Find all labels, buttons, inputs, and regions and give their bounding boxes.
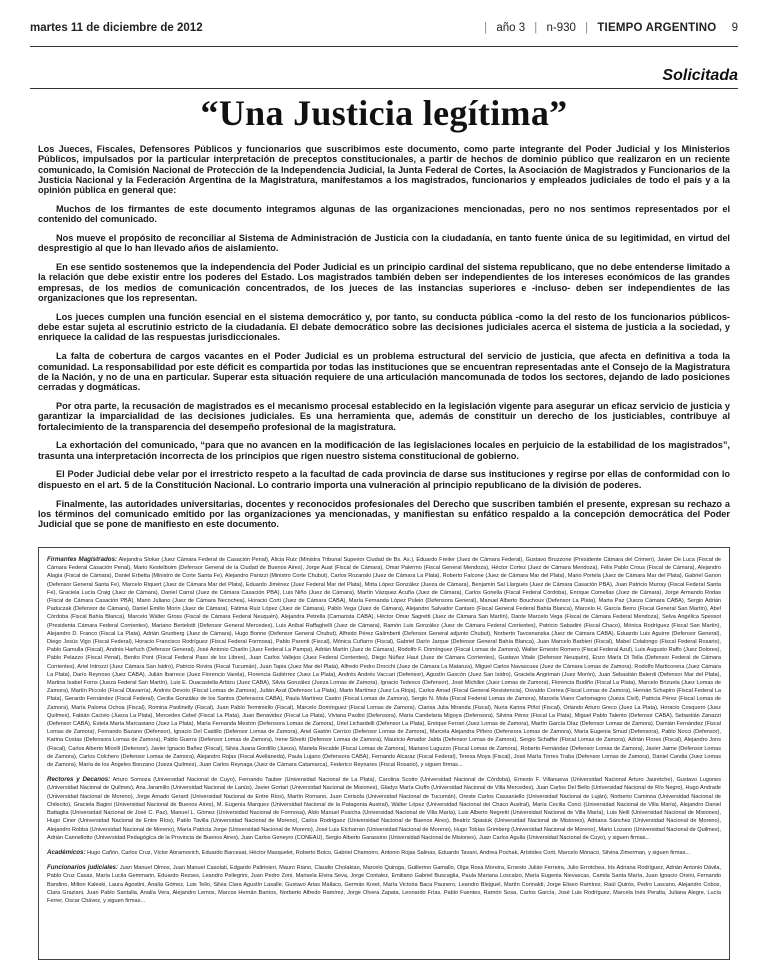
- paragraph: Nos mueve el propósito de reconciliar al Sistema de Administración de Justicia con la ciudadanía, en tanto fuente única de su legitimidad, en virtud del desprestigio al que lo han llevado años de aislamiento.: [38, 233, 730, 254]
- publication-name: TIEMPO ARGENTINO: [597, 22, 717, 34]
- paragraph: Los jueces cumplen una función esencial en el sistema democrático y, por tanto, su conducta pública -como la del resto de los funcionarios públicos- debe estar sujeta al escrutinio estricto de la ciudadanía. El debate democrático sobre las decisiones judiciales acerca el sistema de justicia a la sociedad, y enriquece la calidad de las respuestas jurisdiccionales.: [38, 311, 730, 343]
- signatory-group-title: Firmantes Magistrados:: [47, 556, 118, 563]
- separator: |: [585, 22, 589, 34]
- signatory-group: [47, 849, 721, 857]
- paragraph: La exhortación del comunicado, “para que no avancen en la modificación de las legislaciones locales en perjuicio de la estabilidad de los magistrados”, trasunta una interpretación incorrecta de los principios que rigen nuestro sistema constitucional de gobierno.: [38, 440, 730, 461]
- paragraph: La falta de cobertura de cargos vacantes en el Poder Judicial es un problema estructural del servicio de justicia, que afecta en definitiva a toda la comunidad. La responsabilidad por este déficit es compartida por todas las instituciones que se encuentran representadas ante el Consejo de la Magistratura de la Nación, y no de una en particular. Superar esta situación requiere de una articulación mancomunada de todos los sectores, dejando de lado posiciones cerradas y dogmáticas.: [38, 351, 730, 393]
- signatory-list: Alejandra Slokar (Juez Cámara Federal de Casación Penal), Alicia Ruiz (Ministra Tribunal Superior Ciudad de Bs. As.), Eduardo Freiler (Juez de Cámara Federal), Gustavo Bruzzone (Presidente Cámara del Crimen), Javier De Luca (Fiscal de Cámara Federal Casación Penal), Mario Kestelboim (Defensor General de la Ciudad de Buenos Aires), Jorge Auat (Fiscal de Cámara), Omar Palermo (Fiscal General Mendoza), Héctor Cortez (Juez de Cámara Mendoza), Félix Pablo Crous (Fiscal de Cámara), Alejandro Alagia (Fiscal de Cámara), Daniel Erbetta (Ministro de Corte Santa Fe), Alejandro Panizzi (Ministro Corte Chubut), Carlos Rozanski (Juez de Cámara La Plata), Roberto Falcone (Juez de Cámara Mar del Plata), Mario Portela (Juez de Cámara Mar del Plata), Gabriel Ganon (Defensor General Santa Fe), Marcelo Riquert (Juez de Cámara Mar del Plata), Eduardo Jiménez (Juez Federal Mar del Plata), Mirta López González (Jueza de Cámara), Benjamín Sal Llargués (Juez de Cámara Casación PBA), Juan Patricio Murray (Fiscal Federal Santa Fe), Graciela Lucía Craig (Juez de Cámara), Daniel Carral (Juez de Cámara Casación PBA), Luis Niño (Juez de Cámara), Martín Vázquez Acuña (Juez de Cámara), Carlos Gonella (Fiscal Federal Córdoba), Enrique Comellas (Juez de Cámara), Jorge Armando Rodas (Fiscal de Cámara Casación PBA), Mario Juliano (Juez de Cámara Necochea), Horacio Corti (Juez de Cámara CABA), María Fernanda López Puleio (Defensora General), Manuel Alberto Bouchoux (Defensor La Plata), Marta Paz (Jueza Cámara CABA), Sergio Adrián Paduczak (Defensor de Cámara), Daniel Emilio Morin (Juez de Cámara), Fátima Ruiz López (Juez de Cámara), Pablo Vega (Juez de Cámara), Alejandro Salvador Cantaro (Fiscal General Federal Bahía Blanca), Marcelo H. García Berro (Fiscal General San Martín), Abel Córdoba (Fiscal Bahía Blanca), Marcelo Walter Gross (Fiscal de Cámara Federal Neuquén), Alejandra Petrella (Camarista CABA), Héctor Omar Sagretti (Juez de Cámara San Martín), Dante Marcelo Vega (Fiscal de Cámara Federal Mendoza), Selva Angélica Spessot (Presidenta Cámara Federal Corrientes), Mariano Bertelotti (Defensor General Mercedes), Luis Aníbal Raffaghelli (Juez de Cámara), Ramón Luis González (Juez de Cámara Federal Corrientes), Patricio Sabadini (Fiscal Chaco), Mónica Rodríguez (Fiscal San Martín), Alejandro D. Franco (Fiscal La Plata), Adrián Grunberg (Juez de Cámara), Hugo Bonne (Defensor General Chubut), Alfredo Pérez Galimberti (Defensor General adjunto Chubut), Norberto Tavosnanska (Juez de Cámara CABA), Eduardo Luis Aguirre (Defensor General), Diego Jesús Vigo (Fiscal Federal), Horacio Francisco Rodríguez (Fiscal Federal Formosa), Pablo Parenti (Fiscal), Mónica Cuñarro (Fiscal), Gabriel Darío Jarque (Defensor General Bahía Blanca), Juan Marcelo Barbieri (Fiscal), Mabel Colalongo (Fiscal Federal Rosario), Pablo Gamulla (Fiscal), Andrés Harfuch (Defensor General), José Antonio Charlin (Juez Federal La Pampa), Adrián Martín (Juez de Cámara), Rodolfo F. Domínguez (Fiscal Lomas de Zamora), Walter Ernesto Romero (Fiscal Federal Azul), Luis Augusto Raffo (Juez Dolores), Pablo Pelazzo (Fiscal Penal), Benito Pont (Fiscal Federal Paso de los Libres), Juan Carlos Vallejos (Juez Federal Corrientes), Diego Núñez Haut (Juez de Cámara Corrientes), Gustavo Vitale (Defensor Neuquén), Enzo María Di Tella (Defensor Federal de Cámara Corrientes), Ariel Introzzi (Juez Cámara San Isidro), Patricio Rovira (Fiscal Tucumán), Juan Tapia (Juez Mar del Plata), Alfredo Pedro Drocchi (Juez de Cámara La Matanza), Miguel Carlos Navascues (Juez de Cámara Lomas de Zamora), Rodolfo Marticorena (Juez Cámara La Plata), Darío Reynoso (Juez CABA), Julián Ibarrece (Juez Florencio Varela), Florencia Gutiérrez (Juez La Plata), Andrés Andrés Vaccari (Defensor), Agustín Gascón (Juez San Isidro), Graciela Angriman (Juez Morón), Juan Sebastián Balerdi (Defensor Mar del Plata), Martina Isabel Forns (Jueza Federal San Martín), Luis E. Duacastella Arbizu (Juez CABA), Silvia González (Jueza Lomas de Zamora), Ignacio Tedesco (Defensor), José Michilini (Juez Lomas de Zamora), Florencia Budiño (Fiscal La Plata), Marcelo Brizuela (Juez Lomas de Zamora), Martín Piccolo (Fiscal Olavarría), Andrés Devoto (Fiscal Lomas de Zamora), Julián Axat (Defensor La Plata), Mario Martínez (Juez La Rioja), Carlos Amad (Fiscal General Resistencia), Osvaldo Correa (Fiscal Lomas de Zamora), Hernán Schapiro (Fiscal Federal La Plata), Gerardo Fernández (Fiscal Federal), Cecilia González de los Santos (Defensora CABA), Paula Martínez Castro (Fiscal Lomas de Zamora), Sergio N. Mola (Fiscal Federal Lomas de Zamora), Marcela Viano Carlomagno (Jueza Civil), Patricia Pérez (Fiscal Lomas de Zamora), María Paloma Ochoa (Fiscal), Romina Paolinelly (Fiscal), Juan Pablo Terminiello (Fiscal), Marcelo Domínguez (Fiscal Lomas de Zamora), Clarisa Julia Miranda (Fiscal), Nuria Karina Piñol (Fiscal), Orlando Arturo Greco (Juez La Plata), Horacio Cosquero (Juez Quilmes), Fabián Cacivio (Jueza La Plata), Mercedes Cebel (Fiscal La Plata), Juan Benavidez (Fiscal La Plata), Viviana Paolini (Defensora), María Candelaria Migoya (Defensora), Silvina Pérez (Fiscal La Plata), Miguel Pablo Talento (Defensor CABA), Sebastián Zanazzi (Defensor CABA), Estela María Marcasiano (Juez La Plata), María Fernanda Mestrin (Defensora Lomas de Zamora), Uriel Lichardelli (Defensor La Plata), Enrique Ferrari (Juez Lomas de Zamora), Martín García Díaz (Defensor Lomas de Zamora), Damián Fernández (Fiscal Lomas de Zamora), Fernando Bazano (Defensor), Ignacio Del Castillo (Defensor Lomas de Zamora), Ariel Gastón Cerrizo (Defensor Lomas de Zamora), Marcela Alejandra Piñero (Defensora Lomas de Zamora), María Eugenia Smud (Defensora), Pablo Nocci (Defensor), Karina Costas (Defensora Lomas de Zamora), Pablo Guerra (Defensor Lomas de Zamora), Irene Silvetti (Defensor Lomas de Zamora), Mauricio Amador Jalda (Defensor Lomas de Zamora), Sergio Schaffer (Fiscal Lomas de Zamora), Adrián Flores (Fiscal), Alejandro Jons (Fiscal), Carlos Alberto Micelli (Defensor), Javier Ignacio Bañez (Fiscal), Silvia Juana Gordillo (Jueza), Mariela Recalde (Fiscal Lomas de Zamora), Mariano Luguzzo (Fiscal Lomas de Zamora), Roberto Fernández (Defensor Lomas de Zamora), Javier Jaime (Defensor Lomas de Zamora), Carlos Colchero (Defensor Lomas de Zamora), Alejandro Rojas (Fiscal Avellaneda), Paula Lujano (Defensora CABA), Fernando Alcaraz (Fiscal Federal), Teresa Moya (Fiscal), José María Torres Traba (Defensor Lomas de Zamora), Daniel Candia (Juez Lomas de Zamora), María de los Ángeles Bonzano (Jueza Quilmes), Juan Carlos Reynaga (Juez de Cámara Catamarca), Federico Reynares (Fiscal Rosario), y siguen firmas...: [47, 557, 722, 769]
- issue-date: [30, 22, 203, 34]
- signatory-group: [47, 556, 721, 769]
- headline: “Una Justicia legítima”: [200, 93, 568, 133]
- signatory-group-title: Académicos:: [47, 848, 86, 856]
- section-rule: [30, 88, 738, 89]
- signatory-list: Juan Manuel Olmos, Juan Manuel Casolati, Edgardo Paltrinieri, Mauro Riano, Claudio Cholakian, Marcelo Quiroga, Guillermo Gamallo, Olga Rosa Moreira, Ernesto Julián Ferreira, Julio Errotchea, Iris Adriana Rodríguez, Adrián Antonio Dávila, Pablo Cruz Casas, María Lucila Gemmarin, Eduardo Rezses, Leandro Pellegrini, Juan Pedro Zoni, Marisela Elvira Seva, Jorge Contalez, Emiliano Gabriel Buscaglia, Paula Mariana Loscalzo, María Eugenia Nievascas, Camila Santa María, Juan Ignacio Orsini, Fernando Bandino, Milton Kaleski, Laura Agostini, Analía Gómez, Luis Tello, Silvia Clara Agustín Lasalle, Gustavo Arias Mallaco, Germán Kreet, María Victoria Baca Paunero, Leandro Bleiguel, Martín Corinaldi, Jorge Eliseo Ramírez, Raúl Quirós, Pedro Lascano, Alejandro Cobos, Clara Graziani, Juan Pablo Santalla, Analía Vera, Alejandro Lemos, Marcos Hernán Barrios, Norberto Alfredo Ramírez, Jorge Olvera Zapata, Leonardo Frías, Pablo Fuentes, Ramón Sosa, Carlos García, José Luis Rodríguez, Marcela Inés Peralta, Juliana Alegre, Lucía Ferrer, Oscar Chávez, y siguen firmas...: [47, 865, 721, 904]
- paragraph: Por otra parte, la recusación de magistrados es el mecanismo procesal establecido en la legislación vigente para asegurar un eficaz servicio de justicia y garantizar la imparcialidad de las decisiones judiciales. Es una herramienta que, además de constituir un derecho de los justiciables, contribuye al fortalecimiento de la transparencia del desempeño profesional de la magistratura.: [38, 400, 730, 432]
- paragraph: El Poder Judicial debe velar por el irrestricto respeto a la facultad de cada provincia de darse sus instituciones y regirse por ellas de conformidad con lo dispuesto en el art. 5 de la Constitución Nacional. Lo contrario importa una vulneración al principio republicano de la división de poderes.: [38, 469, 730, 490]
- issue-info: [478, 22, 738, 34]
- paragraph: Los Jueces, Fiscales, Defensores Públicos y funcionarios que suscribimos este documento, como parte integrante del Poder Judicial y los Ministerios Públicos, impulsados por la particular interpretación de preceptos constitucionales, a partir de hechos de dominio público que realizaron en un reciente comunicado, la Comisión Nacional de Protección de la Independencia Judicial, la Junta Federal de Cortes, la Asociación de Magistrados y Funcionarios de la Justicia Nacional y la Federación Argentina de la Magistratura, manifestamos a los magistrados, funcionarios y empleados judiciales de todo el país y a la opinión pública en general que:: [38, 144, 730, 196]
- signatory-group-title: Rectores y Decanos:: [47, 776, 111, 784]
- section-label: Solicitada: [662, 67, 738, 84]
- year-label: año 3: [496, 22, 526, 34]
- paragraph: En ese sentido sostenemos que la independencia del Poder Judicial es un principio cardinal del sistema republicano, que no debe entenderse limitado a la relación que debe existir entre los poderes del Estado. Los magistrados también deben ser independientes de los intereses económicos de las grandes empresas, de los medios de comunicación concentrados, de los jueces de las instancias superiores e -incluso- deben ser independientes de las organizaciones que los representan.: [38, 262, 730, 304]
- issue-number: n-930: [546, 22, 576, 34]
- separator: |: [484, 22, 488, 34]
- paragraph: Finalmente, las autoridades universitarias, docentes y reconocidos profesionales del Derecho que suscriben también el presente, expresan su rechazo a los términos del comunicado emitido por las organizaciones ya mencionadas, y manifiestan su enfático respaldo a la concepción democrática del Poder Judicial que se pone de manifiesto en este documento.: [38, 498, 730, 530]
- signatories-box: [38, 547, 730, 960]
- signatory-list: Hugo Cañón, Carlos Cruz, Víctor Abramovich, Eduardo Barcesat, Héctor Masquelet, Roberto Boico, Gabriel Chamorro, Antonio Rojas Salinas, Eduardo Tavani, Andrea Pochak, Arístides Corti, Marcelo Mónaco, Silvina Zimerman, y siguen firmas...: [87, 849, 691, 856]
- signatory-group: [47, 776, 721, 842]
- signatory-group: [47, 864, 721, 905]
- signatory-list: Arturo Somoza (Universidad Nacional de Cuyo), Fernando Tauber (Universidad Nacional de La Plata), Carolina Scotto (Universidad Nacional de Córdoba), Ernesto F. Villanueva (Universidad Nacional Arturo Jauretche), Gustavo Lugones (Universidad Nacional de Quilmes), Ana Jaramillo (Universidad Nacional de Lanús), Javier Gortari (Universidad Nacional de Misiones), Gladys María Ciuffo (Universidad Nacional de Villa Mercedes), Juan Carlos Del Bello (Universidad Nacional de Río Negro), Hugo Andrade (Universidad Nacional de Moreno), Jorge Amado Gerard (Universidad Nacional de Entre Ríos), Martín Romano, Juan Cerisola (Universidad Nacional de Tucumán), Oreste Carlos Cassaniello (Universidad Nacional de Luján), Norberto Caminoa (Universidad Nacional de Chilecito), Graciela Bagini (Universidad Nacional de Buenos Aires), M. Eugenia Marquez (Universidad Nacional de la Patagonia Austral), Walter López (Universidad Nacional del Chaco Austral), María Cecilia Conci (Universidad Nacional de Villa María), Alejandro Daniel Battaglia (Universidad Nacional de José C. Paz), Manuel L. Gómez (Universidad Nacional de Formosa), Aldo Manuel Pusicha (Universidad Nacional de Villa María), Luis Alberto Negretti (Universidad Nacional de Villa María), Luis Neill (Universidad Nacional de Misiones), Hugo Ciner (Universidad Nacional de Entre Ríos), Pablo Tavilla (Universidad Nacional de Moreno), Carlos Rodríguez (Universidad Nacional de Buenos Aires), Beatriz Spasiuk (Universidad Nacional de Misiones), Adriana Sánchez (Universidad Nacional de Moreno), Alejandro Robba (Universidad Nacional de Moreno), María Patricia Jorge (Universidad Nacional de Moreno), José Luis Etcharran (Universidad Nacional de Moreno), Hugo Tobías Grimberg (Universidad Nacional de Moreno), Mario Lozano (Universidad Nacional de Quilmes), Adrián Cannellotto (Universidad Pedagógica de la Provincia de Buenos Aires), Juan Carlos Geneyro (CONEAU), Sergio Alberto Garassino (Universidad Nacional de Misiones), Juan Carlos Agulla (Universidad Nacional de Cuyo), y siguen firmas...: [47, 777, 721, 841]
- paragraph: Muchos de los firmantes de este documento integramos algunas de las organizaciones mencionadas, pero no nos sentimos representados por el contenido del comunicado.: [38, 203, 730, 225]
- signatory-group-title: Funcionarios judiciales:: [47, 864, 119, 872]
- page-header: [30, 18, 738, 42]
- page-number: 9: [731, 22, 738, 34]
- separator: |: [534, 22, 538, 34]
- article-body: [38, 144, 730, 538]
- header-rule: [30, 46, 738, 47]
- issue-date-text: martes 11 de diciembre de 2012: [30, 22, 203, 34]
